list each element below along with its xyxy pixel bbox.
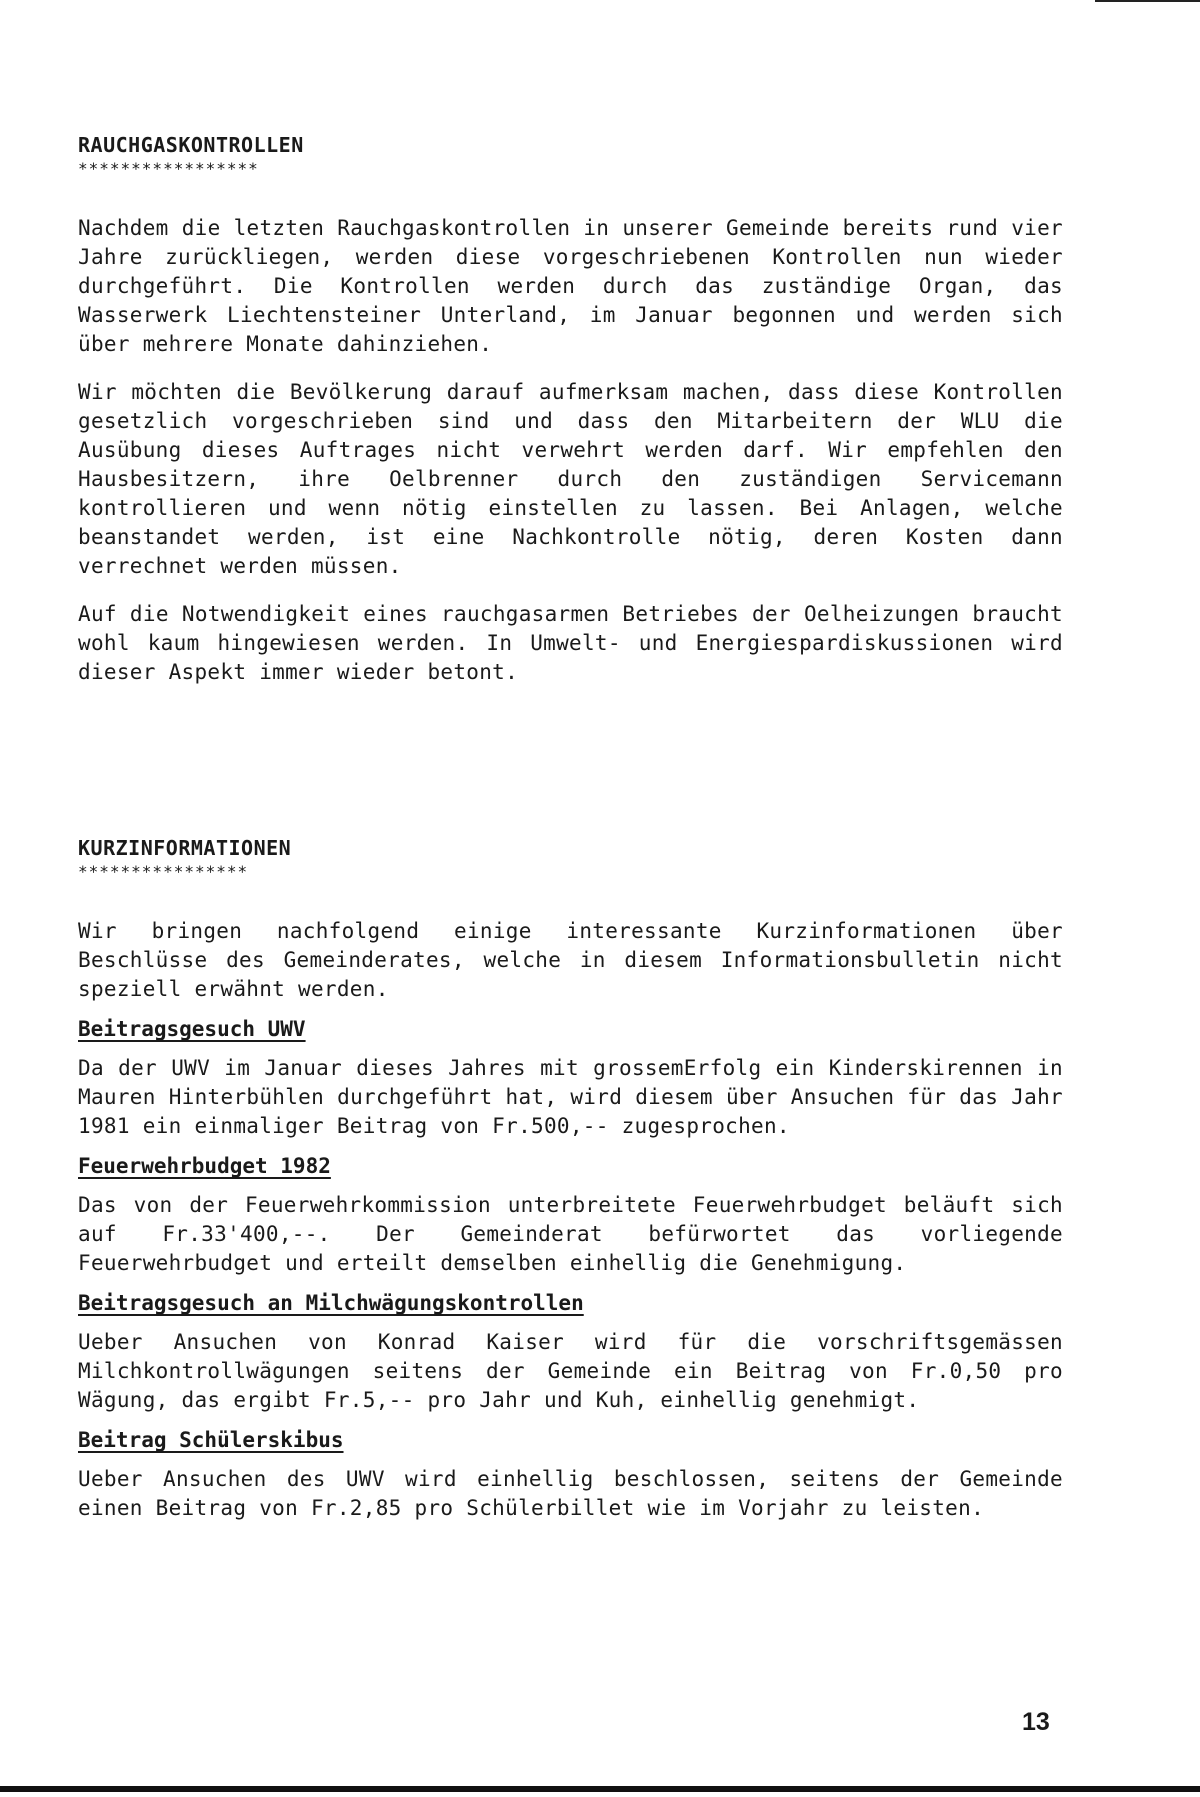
info-item xyxy=(78,1153,1063,1278)
item-title: Beitrag Schülerskibus xyxy=(78,1428,344,1452)
item-title: Feuerwehrbudget 1982 xyxy=(78,1154,331,1178)
paragraph: Wir möchten die Bevölkerung darauf aufmerksam machen, dass diese Kontrollen gesetzlich vorgeschrieben sind und dass den Mitarbeitern der WLU die Ausübung dieses Auftrages nicht verwehrt werden darf. Wir empfehlen den Hausbesitzern, ihre Oelbrenner durch den zuständigen Servicemann kontrollieren und wenn nötig einstellen zu lassen. Bei Anlagen, welche beanstandet werden, ist eine Nachkontrolle nötig, deren Kosten dann verrechnet werden müssen. xyxy=(78,380,1063,578)
item-text: Ueber Ansuchen von Konrad Kaiser wird für die vorschriftsgemässen Milchkontrollwägungen seitens der Gemeinde ein Beitrag von Fr.0,50 pro Wägung, das ergibt Fr.5,-- pro Jahr und Kuh, einhellig genehmigt. xyxy=(78,1330,1063,1412)
item-title: Beitragsgesuch an Milchwägungskontrollen xyxy=(78,1291,584,1315)
section-rauchgaskontrollen xyxy=(78,132,1063,687)
item-text: Das von der Feuerwehrkommission unterbreitete Feuerwehrbudget beläuft sich auf Fr.33'400,--. Der Gemeinderat befürwortet das vorliegende Feuerwehrbudget und erteilt demselben einhellig die Genehmigung. xyxy=(78,1193,1063,1275)
bottom-rule xyxy=(0,1786,1200,1792)
paragraph: Auf die Notwendigkeit eines rauchgasarmen Betriebes der Oelheizungen braucht wohl kaum hingewiesen werden. In Umwelt- und Energiespardiskussionen wird dieser Aspekt immer wieder betont. xyxy=(78,602,1063,684)
item-text: Ueber Ansuchen des UWV wird einhellig beschlossen, seitens der Gemeinde einen Beitrag von Fr.2,85 pro Schülerbillet wie im Vorjahr zu leisten. xyxy=(78,1467,1063,1520)
paragraph: Nachdem die letzten Rauchgaskontrollen in unserer Gemeinde bereits rund vier Jahre zurückliegen, werden diese vorgeschriebenen Kontrollen nun wieder durchgeführt. Die Kontrollen werden durch das zuständige Organ, das Wasserwerk Liechtensteiner Unterland, im Januar begonnen und werden sich über mehrere Monate dahinziehen. xyxy=(78,216,1063,356)
section-kurzinformationen xyxy=(78,835,1063,1523)
info-item xyxy=(78,1290,1063,1415)
heading-stars: **************** xyxy=(78,862,249,881)
info-item xyxy=(78,1016,1063,1141)
section-heading: RAUCHGASKONTROLLEN xyxy=(78,133,304,157)
page-number: 13 xyxy=(1022,1708,1050,1736)
item-text: Da der UWV im Januar dieses Jahres mit grossemErfolg ein Kinderskirennen in Mauren Hinterbühlen durchgeführt hat, wird diesem über Ansuchen für das Jahr 1981 ein einmaliger Beitrag von Fr.500,-- zugesprochen. xyxy=(78,1056,1063,1138)
top-rule xyxy=(1095,0,1200,2)
document-page xyxy=(78,132,1063,1523)
intro-paragraph: Wir bringen nachfolgend einige interessante Kurzinformationen über Beschlüsse des Gemeinderates, welche in diesem Informationsbulletin nicht speziell erwähnt werden. xyxy=(78,919,1063,1001)
item-title: Beitragsgesuch UWV xyxy=(78,1017,306,1041)
section-heading: KURZINFORMATIONEN xyxy=(78,836,292,860)
heading-stars: ***************** xyxy=(78,159,259,178)
info-item xyxy=(78,1427,1063,1523)
